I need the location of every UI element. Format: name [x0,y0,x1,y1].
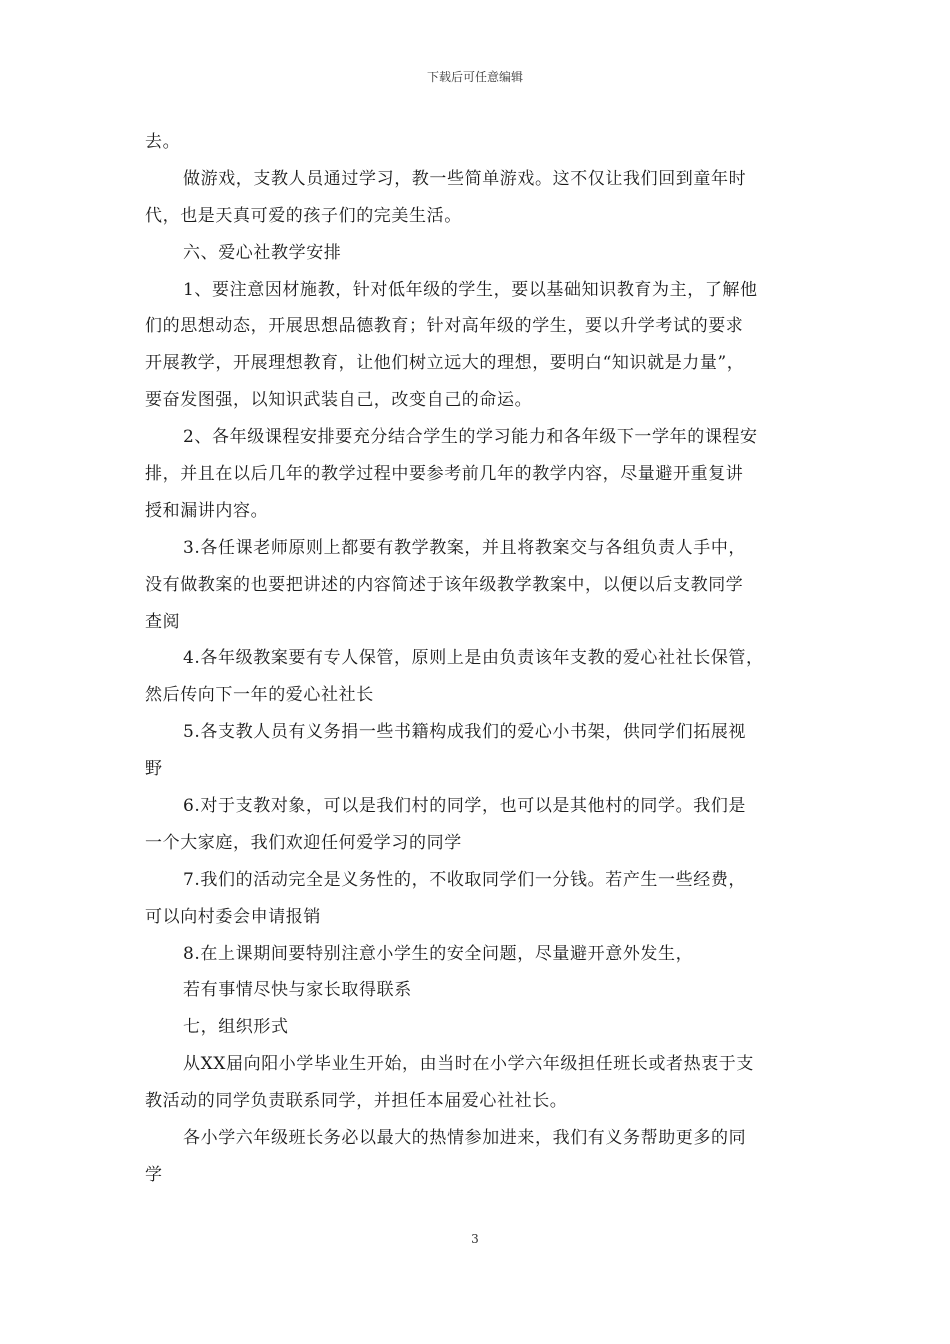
text-line: 2、各年级课程安排要充分结合学生的学习能力和各年级下一学年的课程安 [183,427,758,448]
text-line: 然后传向下一年的爱心社社长 [145,685,374,706]
text-line: 5.各支教人员有义务捐一些书籍构成我们的爱心小书架，供同学们拓展视 [183,722,747,743]
text-line: 可以向村委会申请报销 [145,906,321,927]
text-line: 3.各任课老师原则上都要有教学教案，并且将教案交与各组负责人手中， [183,537,747,558]
page-number: 3 [471,1232,479,1246]
text-line: 从XX届向阳小学毕业生开始，由当时在小学六年级担任班长或者热衷于支 [183,1054,755,1075]
text-line: 若有事情尽快与家长取得联系 [183,980,412,1001]
text-line: 排，并且在以后几年的教学过程中要参考前几年的教学内容，尽量避开重复讲 [145,464,744,485]
text-line: 没有做教案的也要把讲述的内容简述于该年级教学教案中，以便以后支教同学 [145,574,744,595]
text-line: 6.对于支教对象，可以是我们村的同学，也可以是其他村的同学。我们是 [183,796,747,817]
text-line: 7.我们的活动完全是义务性的，不收取同学们一分钱。若产生一些经费， [183,869,747,890]
text-line: 野 [145,759,163,780]
text-line: 要奋发图强，以知识武装自己，改变自己的命运。 [145,390,533,411]
text-line: 代，也是天真可爱的孩子们的完美生活。 [145,205,462,226]
text-line: 各小学六年级班长务必以最大的热情参加进来，我们有义务帮助更多的同 [183,1128,747,1149]
section-heading: 六、爱心社教学安排 [183,242,342,263]
text-line: 教活动的同学负责联系同学，并担任本届爱心社社长。 [145,1091,568,1112]
text-line: 4.各年级教案要有专人保管，原则上是由负责该年支教的爱心社社长保管， [183,648,764,669]
text-line: 去。 [145,132,181,152]
text-line: 一个大家庭，我们欢迎任何爱学习的同学 [145,832,462,853]
text-line: 做游戏，支教人员通过学习，教一些简单游戏。这不仅让我们回到童年时 [183,168,747,189]
section-heading: 七，组织形式 [183,1017,289,1038]
text-line: 1、要注意因材施教，针对低年级的学生，要以基础知识教育为主，了解他 [183,279,758,300]
text-line: 们的思想动态，开展思想品德教育；针对高年级的学生，要以升学考试的要求 [145,316,744,337]
text-line: 授和漏讲内容。 [145,500,269,521]
document-body [145,124,810,1194]
page-header: 下载后可任意编辑 [426,70,523,84]
text-line: 学 [145,1164,163,1185]
text-line: 8.在上课期间要特别注意小学生的安全问题，尽量避开意外发生， [183,943,694,964]
text-line: 开展教学，开展理想教育，让他们树立远大的理想，要明白“知识就是力量”， [145,353,745,374]
text-line: 查阅 [145,611,181,632]
